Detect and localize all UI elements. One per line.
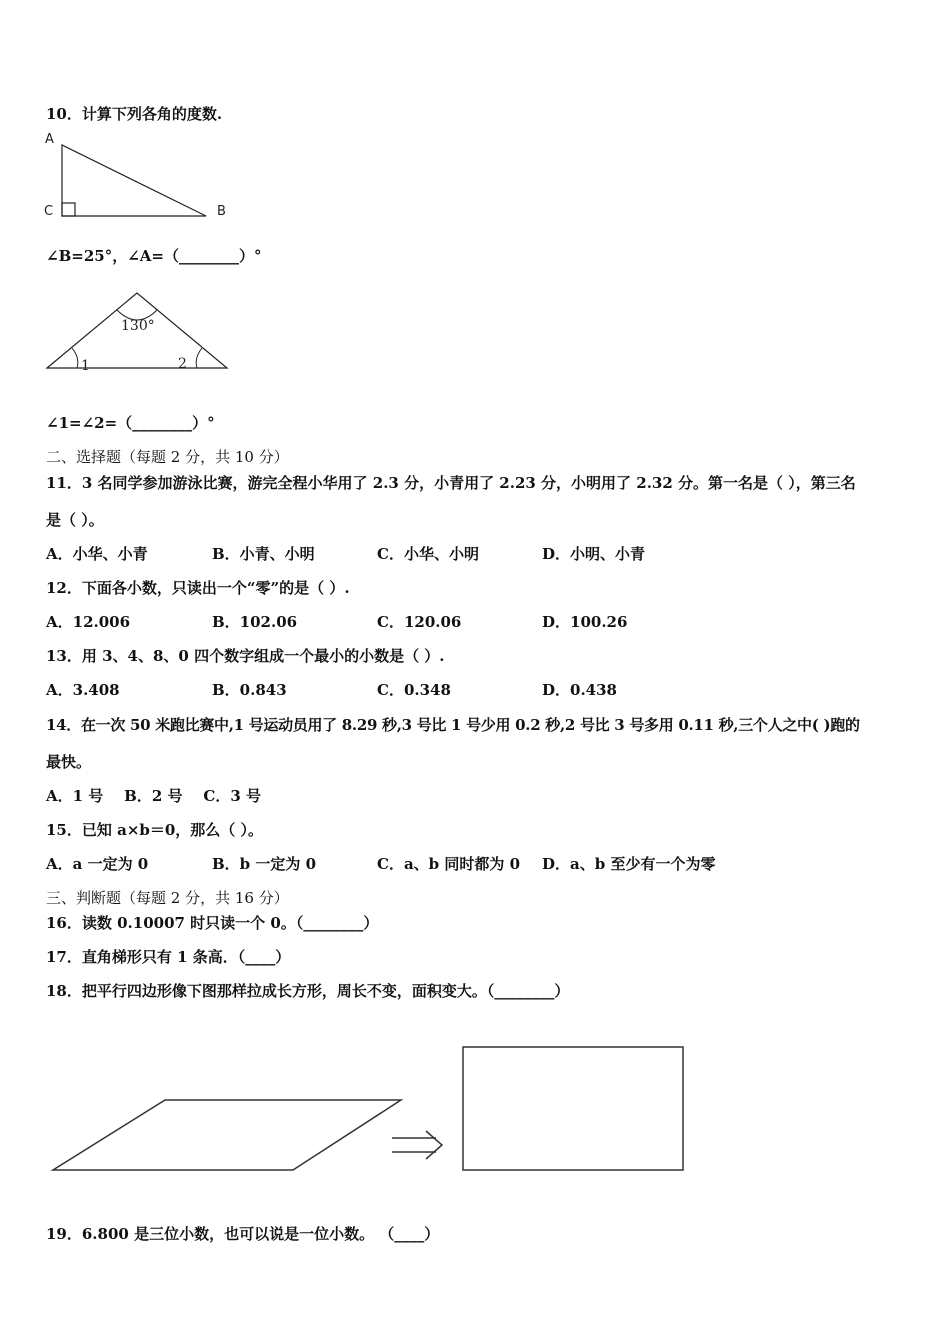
angle-label-130: 130°: [121, 318, 155, 334]
right-triangle-figure: [40, 128, 240, 224]
q15-option-b: B．b 一定为 0: [212, 855, 317, 873]
q10-line1: ∠B=25°，∠A=（________）°: [46, 247, 262, 265]
angle-label-1: 1: [81, 358, 90, 374]
q12-line: 12．下面各小数，只读出一个“零”的是（ ）.: [46, 579, 350, 597]
vertex-label-a: A: [45, 132, 54, 147]
q16-line: 16．读数 0.10007 时只读一个 0。（________）: [46, 914, 379, 932]
vertex-label-b: B: [217, 204, 226, 219]
isosceles-triangle-figure: [40, 288, 240, 374]
q13-option-a: A．3.408: [46, 681, 120, 699]
q10-title: 10．计算下列各角的度数.: [46, 105, 223, 123]
angle-label-2: 2: [178, 356, 187, 372]
vertex-label-c: C: [44, 204, 54, 219]
q12-option-a: A．12.006: [46, 613, 131, 631]
rectangle-shape: [463, 1047, 683, 1170]
q17-line: 17．直角梯形只有 1 条高．（____）: [46, 948, 291, 966]
q13-option-d: D．0.438: [542, 681, 617, 699]
q13-option-c: C．0.348: [377, 681, 451, 699]
section2-heading: 二、选择题（每题 2 分，共 10 分）: [46, 448, 289, 466]
parallelogram-shape: [53, 1100, 401, 1170]
q15-line: 15．已知 a×b＝0，那么（ ）。: [46, 821, 264, 839]
q11-option-c: C．小华、小明: [377, 545, 479, 563]
parallelogram-to-rectangle-figure: [40, 1035, 700, 1185]
q11-line1: 11．3 名同学参加游泳比赛，游完全程小华用了 2.3 分，小青用了 2.23 分，小明用了 2.32 分。第一名是（ ），第三名: [46, 474, 856, 492]
q14-options: A．1 号 B．2 号 C．3 号: [46, 787, 262, 805]
q11-option-b: B．小青、小明: [212, 545, 315, 563]
q15-option-a: A．a 一定为 0: [46, 855, 149, 873]
q14-line2: 最快。: [46, 753, 92, 771]
q12-option-b: B．102.06: [212, 613, 298, 631]
q15-option-d: D．a、b 至少有一个为零: [542, 855, 716, 873]
double-arrow-icon: [392, 1131, 442, 1159]
q11-option-a: A．小华、小青: [46, 545, 148, 563]
q18-line: 18．把平行四边形像下图那样拉成长方形，周长不变，面积变大。（________）: [46, 982, 570, 1000]
q13-line: 13．用 3、4、8、0 四个数字组成一个最小的小数是（ ）.: [46, 647, 445, 665]
q13-option-b: B．0.843: [212, 681, 287, 699]
q12-option-d: D．100.26: [542, 613, 628, 631]
q11-option-d: D．小明、小青: [542, 545, 646, 563]
q14-line1: 14．在一次 50 米跑比赛中,1 号运动员用了 8.29 秒,3 号比 1 号少用 0.2 秒,2 号比 3 号多用 0.11 秒,三个人之中( )跑的: [46, 716, 860, 734]
q15-option-c: C．a、b 同时都为 0: [377, 855, 521, 873]
q19-line: 19．6.800 是三位小数，也可以说是一位小数。 （____）: [46, 1225, 440, 1243]
section3-heading: 三、判断题（每题 2 分，共 16 分）: [46, 889, 289, 907]
q10-line2: ∠1=∠2=（________）°: [46, 414, 215, 432]
q12-option-c: C．120.06: [377, 613, 462, 631]
q11-line2: 是（ ）。: [46, 511, 104, 529]
